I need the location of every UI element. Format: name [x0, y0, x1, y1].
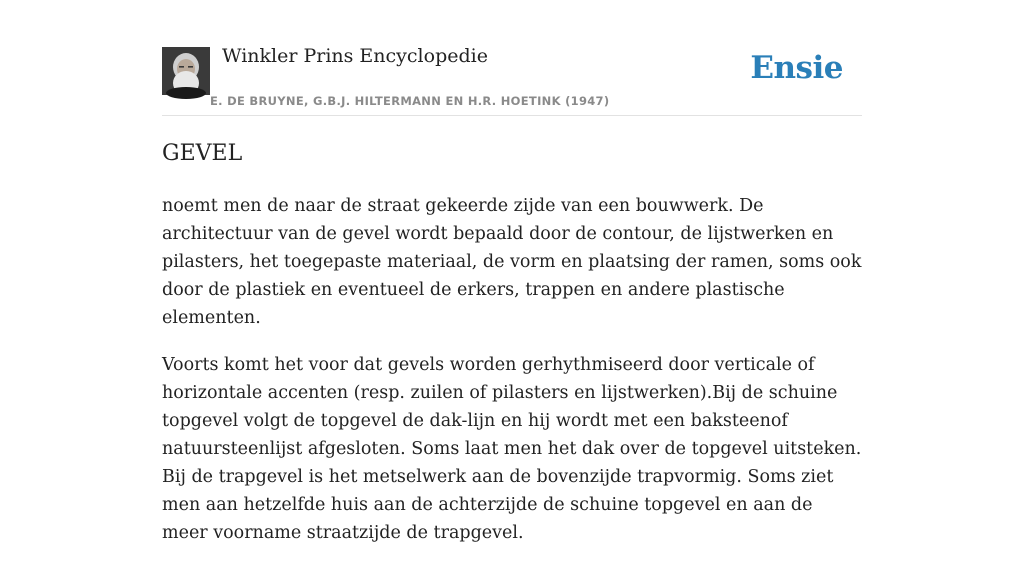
article-paragraph: noemt men de naar de straat gekeerde zijde van een bouwwerk. De architectuur van de gevel wordt bepaald door de contour, de lijstwerken en pilasters, het toegepaste materiaal, de vorm en plaatsing der ramen, soms ook door de plastiek en eventueel de erkers, trappen en andere plastische elementen.: [162, 196, 862, 328]
header-divider: [162, 115, 862, 116]
author-portrait-icon[interactable]: [162, 47, 210, 95]
article-paragraph: Voorts komt het voor dat gevels worden gerhythmiseerd door verticale of horizontale accenten (resp. zuilen of pilasters en lijstwerken).Bij de schuine topgevel volgt de topgevel de dak-lijn en hij wordt met een baksteenof natuursteenlijst afgesloten. Soms laat men het dak over de topgevel uitsteken. Bij de trapgevel is het metselwerk aan de bovenzijde trapvormig. Soms ziet men aan hetzelfde huis aan de achterzijde de schuine topgevel en aan de meer voorname straatzijde de trapgevel.: [162, 355, 862, 543]
article-body: [162, 192, 862, 566]
authors-line: E. DE BRUYNE, G.B.J. HILTERMANN EN H.R. HOETINK (1947): [210, 94, 610, 108]
ensie-logo[interactable]: Ensie: [750, 50, 843, 86]
source-title[interactable]: Winkler Prins Encyclopedie: [222, 45, 488, 67]
page: [162, 0, 862, 543]
article-headword: GEVEL: [162, 141, 243, 166]
